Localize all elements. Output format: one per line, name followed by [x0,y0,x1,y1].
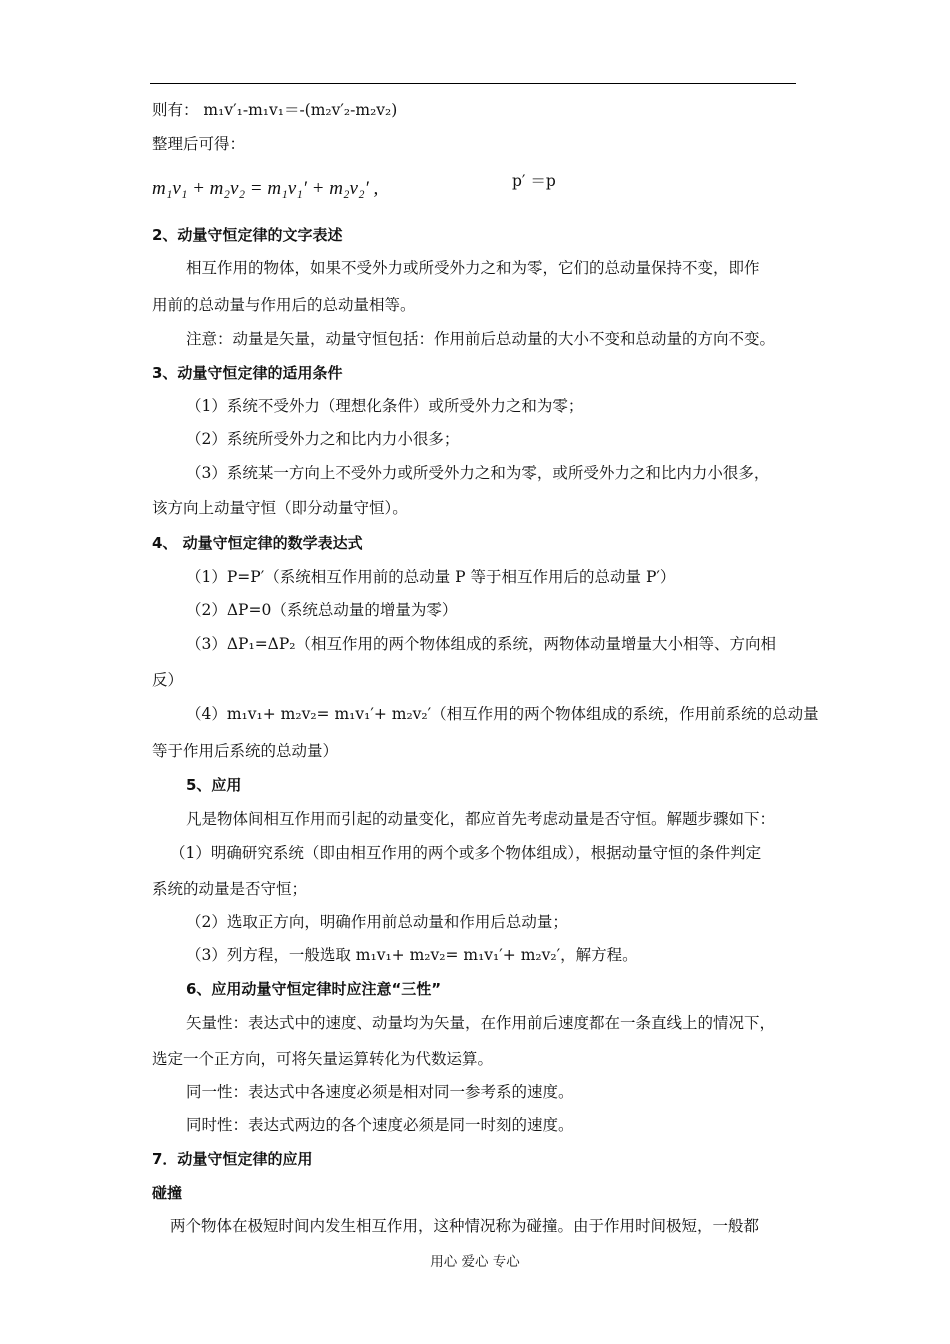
section-heading: 7．动量守恒定律的应用 [152,1150,313,1168]
paragraph: 凡是物体间相互作用而引起的动量变化，都应首先考虑动量是否守恒。解题步骤如下： [186,810,776,828]
paragraph: 注意：动量是矢量，动量守恒包括：作用前后总动量的大小不变和总动量的方向不变。 [186,330,776,348]
paragraph: 系统的动量是否守恒； [152,880,308,898]
list-item: （2）选取正方向，明确作用前总动量和作用后总动量； [186,913,568,931]
section-heading: 6、应用动量守恒定律时应注意“三性” [186,980,442,998]
paragraph: 该方向上动量守恒（即分动量守恒）。 [152,499,408,517]
equation-line: 则有： m₁v′₁-m₁v₁＝-(m₂v′₂-m₂v₂) [152,101,398,119]
paragraph: 等于作用后系统的总动量） [152,742,339,760]
momentum-formula: m₁v₁ + m₂v₂ = m₁v₁′ + m₂v₂′ , [152,178,379,199]
list-item: （3）ΔP₁=ΔP₂（相互作用的两个物体组成的系统，两物体动量增量大小相等、方向相 [186,635,777,653]
paragraph: 用前的总动量与作用后的总动量相等。 [152,296,416,314]
list-item: （3）系统某一方向上不受外力或所受外力之和为零，或所受外力之和比内力小很多， [186,464,770,482]
section-heading: 4、 动量守恒定律的数学表达式 [152,534,363,552]
section-heading: 5、应用 [186,776,242,794]
paragraph: 反） [152,671,184,689]
list-item: （1）P=P′（系统相互作用前的总动量 P 等于相互作用后的总动量 P′） [186,568,676,586]
list-item: （4）m₁v₁+ m₂v₂= m₁v₁′+ m₂v₂′（相互作用的两个物体组成的系统，作用前系统的总动量 [186,705,819,723]
paragraph: 整理后可得： [152,135,246,153]
list-item: （1）系统不受外力（理想化条件）或所受外力之和为零； [186,397,584,415]
paragraph: 选定一个正方向，可将矢量运算转化为代数运算。 [152,1050,494,1068]
header-rule [150,83,796,84]
momentum-equality: p′ ＝p [512,172,556,190]
page-footer: 用心 爱心 专心 [430,1254,520,1270]
paragraph: 同时性：表达式两边的各个速度必须是同一时刻的速度。 [186,1116,574,1134]
paragraph: 矢量性：表达式中的速度、动量均为矢量，在作用前后速度都在一条直线上的情况下， [186,1014,776,1032]
section-heading: 2、动量守恒定律的文字表述 [152,226,343,244]
paragraph: 两个物体在极短时间内发生相互作用，这种情况称为碰撞。由于作用时间极短，一般都 [170,1217,760,1235]
section-heading: 3、动量守恒定律的适用条件 [152,364,343,382]
subsection-heading: 碰撞 [152,1184,183,1202]
list-item: （3）列方程，一般选取 m₁v₁+ m₂v₂= m₁v₁′+ m₂v₂′，解方程。 [186,946,638,964]
list-item: （2）ΔP=0（系统总动量的增量为零） [186,601,458,619]
paragraph: 相互作用的物体，如果不受外力或所受外力之和为零，它们的总动量保持不变，即作 [186,259,760,277]
list-item: （2）系统所受外力之和比内力小很多； [186,430,460,448]
list-item: （1）明确研究系统（即由相互作用的两个或多个物体组成），根据动量守恒的条件判定 [170,844,762,862]
paragraph: 同一性：表达式中各速度必须是相对同一参考系的速度。 [186,1083,574,1101]
